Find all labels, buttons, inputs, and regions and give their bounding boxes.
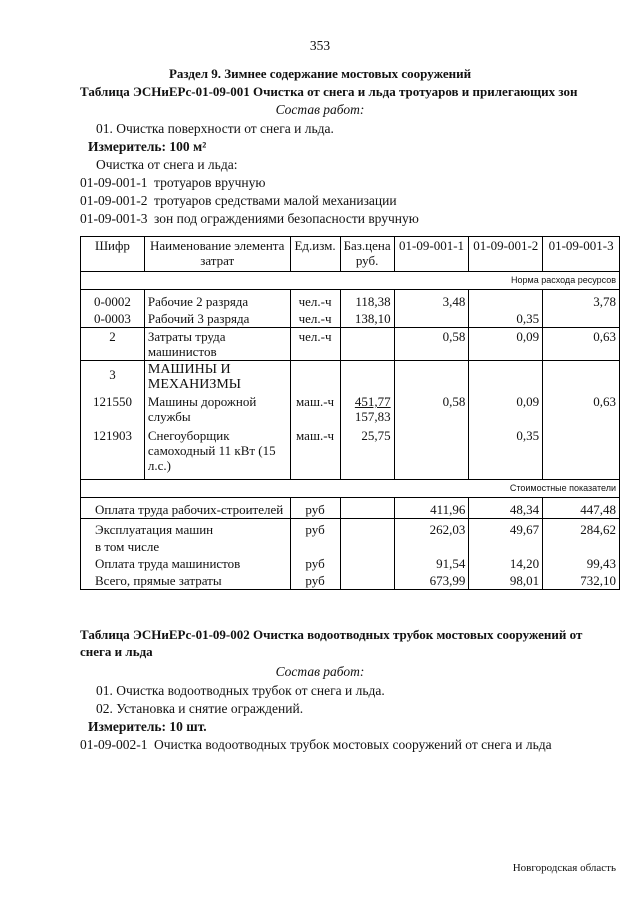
cell-name: Снегоуборщик самоходный 11 кВт (15 л.с.) — [144, 425, 290, 480]
header-unit: Ед.изм. — [290, 237, 340, 272]
table-row — [81, 425, 620, 480]
cell-name: в том числе — [81, 538, 291, 555]
resources-table — [80, 236, 620, 590]
table2-title-line2: снега и льда — [80, 644, 153, 659]
table-row — [81, 310, 620, 328]
header-col2: 01-09-001-2 — [469, 237, 543, 272]
cell-code: 0-0002 — [81, 290, 145, 311]
table-row — [81, 498, 620, 519]
cell-name: Всего, прямые затраты — [81, 572, 291, 590]
cell-v2 — [469, 290, 543, 311]
cell-v2: 0,09 — [469, 393, 543, 425]
cell-v1 — [394, 310, 469, 328]
cell-v1: 262,03 — [394, 519, 469, 539]
cell-v3: 99,43 — [543, 555, 620, 572]
table1-item-code-1: 01-09-001-1 — [80, 175, 148, 190]
cell-price: 138,10 — [340, 310, 394, 328]
cell-code: 0-0003 — [81, 310, 145, 328]
table1-item-code-2: 01-09-001-2 — [80, 193, 148, 208]
section-title: Раздел 9. Зимнее содержание мостовых сооружений — [168, 66, 472, 81]
note-resources: Норма расхода ресурсов — [81, 272, 620, 290]
table1-item-text-1: тротуаров вручную — [154, 175, 266, 190]
cell-v1: 0,58 — [394, 393, 469, 425]
cell-price — [340, 393, 394, 425]
cell-v3: 284,62 — [543, 519, 620, 539]
cell-unit: чел.-ч — [290, 328, 340, 361]
table2-meter: Измеритель: 10 шт. — [88, 719, 207, 734]
cell-v1: 673,99 — [394, 572, 469, 590]
cell-name: Рабочий 3 разряда — [144, 310, 290, 328]
header-price: Баз.цена руб. — [340, 237, 394, 272]
table1-meter: Измеритель: 100 м² — [88, 139, 207, 154]
cell-unit: чел.-ч — [290, 290, 340, 311]
cell-price-line2: 157,83 — [354, 409, 391, 424]
header-name: Наименование элемента затрат — [144, 237, 290, 272]
table1-composition-heading: Состав работ: — [275, 102, 365, 117]
cell-v3: 447,48 — [543, 498, 620, 519]
cell-unit: руб — [290, 519, 340, 539]
cell-unit: маш.-ч — [290, 393, 340, 425]
table1-subtitle: Очистка от снега и льда: — [96, 157, 238, 172]
table-row — [81, 555, 620, 572]
table1-item-code-3: 01-09-001-3 — [80, 211, 148, 226]
cell-code: 3 — [81, 361, 145, 394]
cell-name: МАШИНЫ И МЕХАНИЗМЫ — [144, 361, 290, 394]
cell-v2: 0,35 — [469, 425, 543, 480]
table2-title-line1: Таблица ЭСНиЕРс-01-09-002 Очистка водоотводных трубок мостовых сооружений от — [80, 627, 583, 642]
table1-item-text-3: зон под ограждениями безопасности вручную — [154, 211, 419, 226]
table-row — [81, 328, 620, 361]
cell-price — [340, 328, 394, 361]
table-row — [81, 393, 620, 425]
cell-v2: 49,67 — [469, 519, 543, 539]
table2-work-1: 01. Очистка водоотводных трубок от снега и льда. — [96, 683, 385, 698]
table-row — [81, 538, 620, 555]
cell-unit: руб — [290, 498, 340, 519]
table2-item-code: 01-09-002-1 — [80, 737, 148, 752]
cell-v1: 0,58 — [394, 328, 469, 361]
cell-v3 — [543, 310, 620, 328]
cell-v2: 98,01 — [469, 572, 543, 590]
cell-v2: 0,09 — [469, 328, 543, 361]
cell-v1: 91,54 — [394, 555, 469, 572]
cell-price: 118,38 — [340, 290, 394, 311]
page-number: 353 — [309, 38, 331, 53]
table-header-row — [81, 237, 620, 272]
cell-code: 2 — [81, 328, 145, 361]
header-code: Шифр — [81, 237, 145, 272]
footer-region: Новгородская область — [512, 862, 616, 874]
cell-v2: 0,35 — [469, 310, 543, 328]
cell-name: Машины дорожной службы — [144, 393, 290, 425]
header-col3: 01-09-001-3 — [543, 237, 620, 272]
cell-unit: маш.-ч — [290, 425, 340, 480]
table2-composition-heading: Состав работ: — [275, 664, 365, 679]
cell-v3: 732,10 — [543, 572, 620, 590]
table-row — [81, 361, 620, 394]
cell-v3 — [543, 425, 620, 480]
cell-name: Оплата труда рабочих-строителей — [81, 498, 291, 519]
cell-v3: 0,63 — [543, 393, 620, 425]
cell-v1: 411,96 — [394, 498, 469, 519]
cell-code: 121550 — [81, 393, 145, 425]
note-row-costs — [81, 480, 620, 498]
note-row-resources — [81, 272, 620, 290]
cell-code: 121903 — [81, 425, 145, 480]
table2-item-text: Очистка водоотводных трубок мостовых сооружений от снега и льда — [154, 737, 552, 752]
table-row — [81, 290, 620, 311]
cell-price-line1: 451,77 — [354, 394, 391, 409]
cell-name: Оплата труда машинистов — [81, 555, 291, 572]
note-costs: Стоимостные показатели — [81, 480, 620, 498]
cell-name: Эксплуатация машин — [81, 519, 291, 539]
cell-v2: 14,20 — [469, 555, 543, 572]
cell-v3: 0,63 — [543, 328, 620, 361]
cell-unit: руб — [290, 572, 340, 590]
header-col1: 01-09-001-1 — [394, 237, 469, 272]
table1-item-text-2: тротуаров средствами малой механизации — [154, 193, 397, 208]
table2-work-2: 02. Установка и снятие ограждений. — [96, 701, 304, 716]
cell-v1 — [394, 425, 469, 480]
cell-unit: руб — [290, 555, 340, 572]
table1-title: Таблица ЭСНиЕРс-01-09-001 Очистка от снега и льда тротуаров и прилегающих зон — [80, 84, 578, 99]
cell-name: Затраты труда машинистов — [144, 328, 290, 361]
cell-v1: 3,48 — [394, 290, 469, 311]
cell-name: Рабочие 2 разряда — [144, 290, 290, 311]
cell-v3: 3,78 — [543, 290, 620, 311]
cell-v2: 48,34 — [469, 498, 543, 519]
table-row — [81, 519, 620, 539]
cell-unit: чел.-ч — [290, 310, 340, 328]
cell-price: 25,75 — [340, 425, 394, 480]
table1-work-1: 01. Очистка поверхности от снега и льда. — [96, 121, 334, 136]
table-row — [81, 572, 620, 590]
